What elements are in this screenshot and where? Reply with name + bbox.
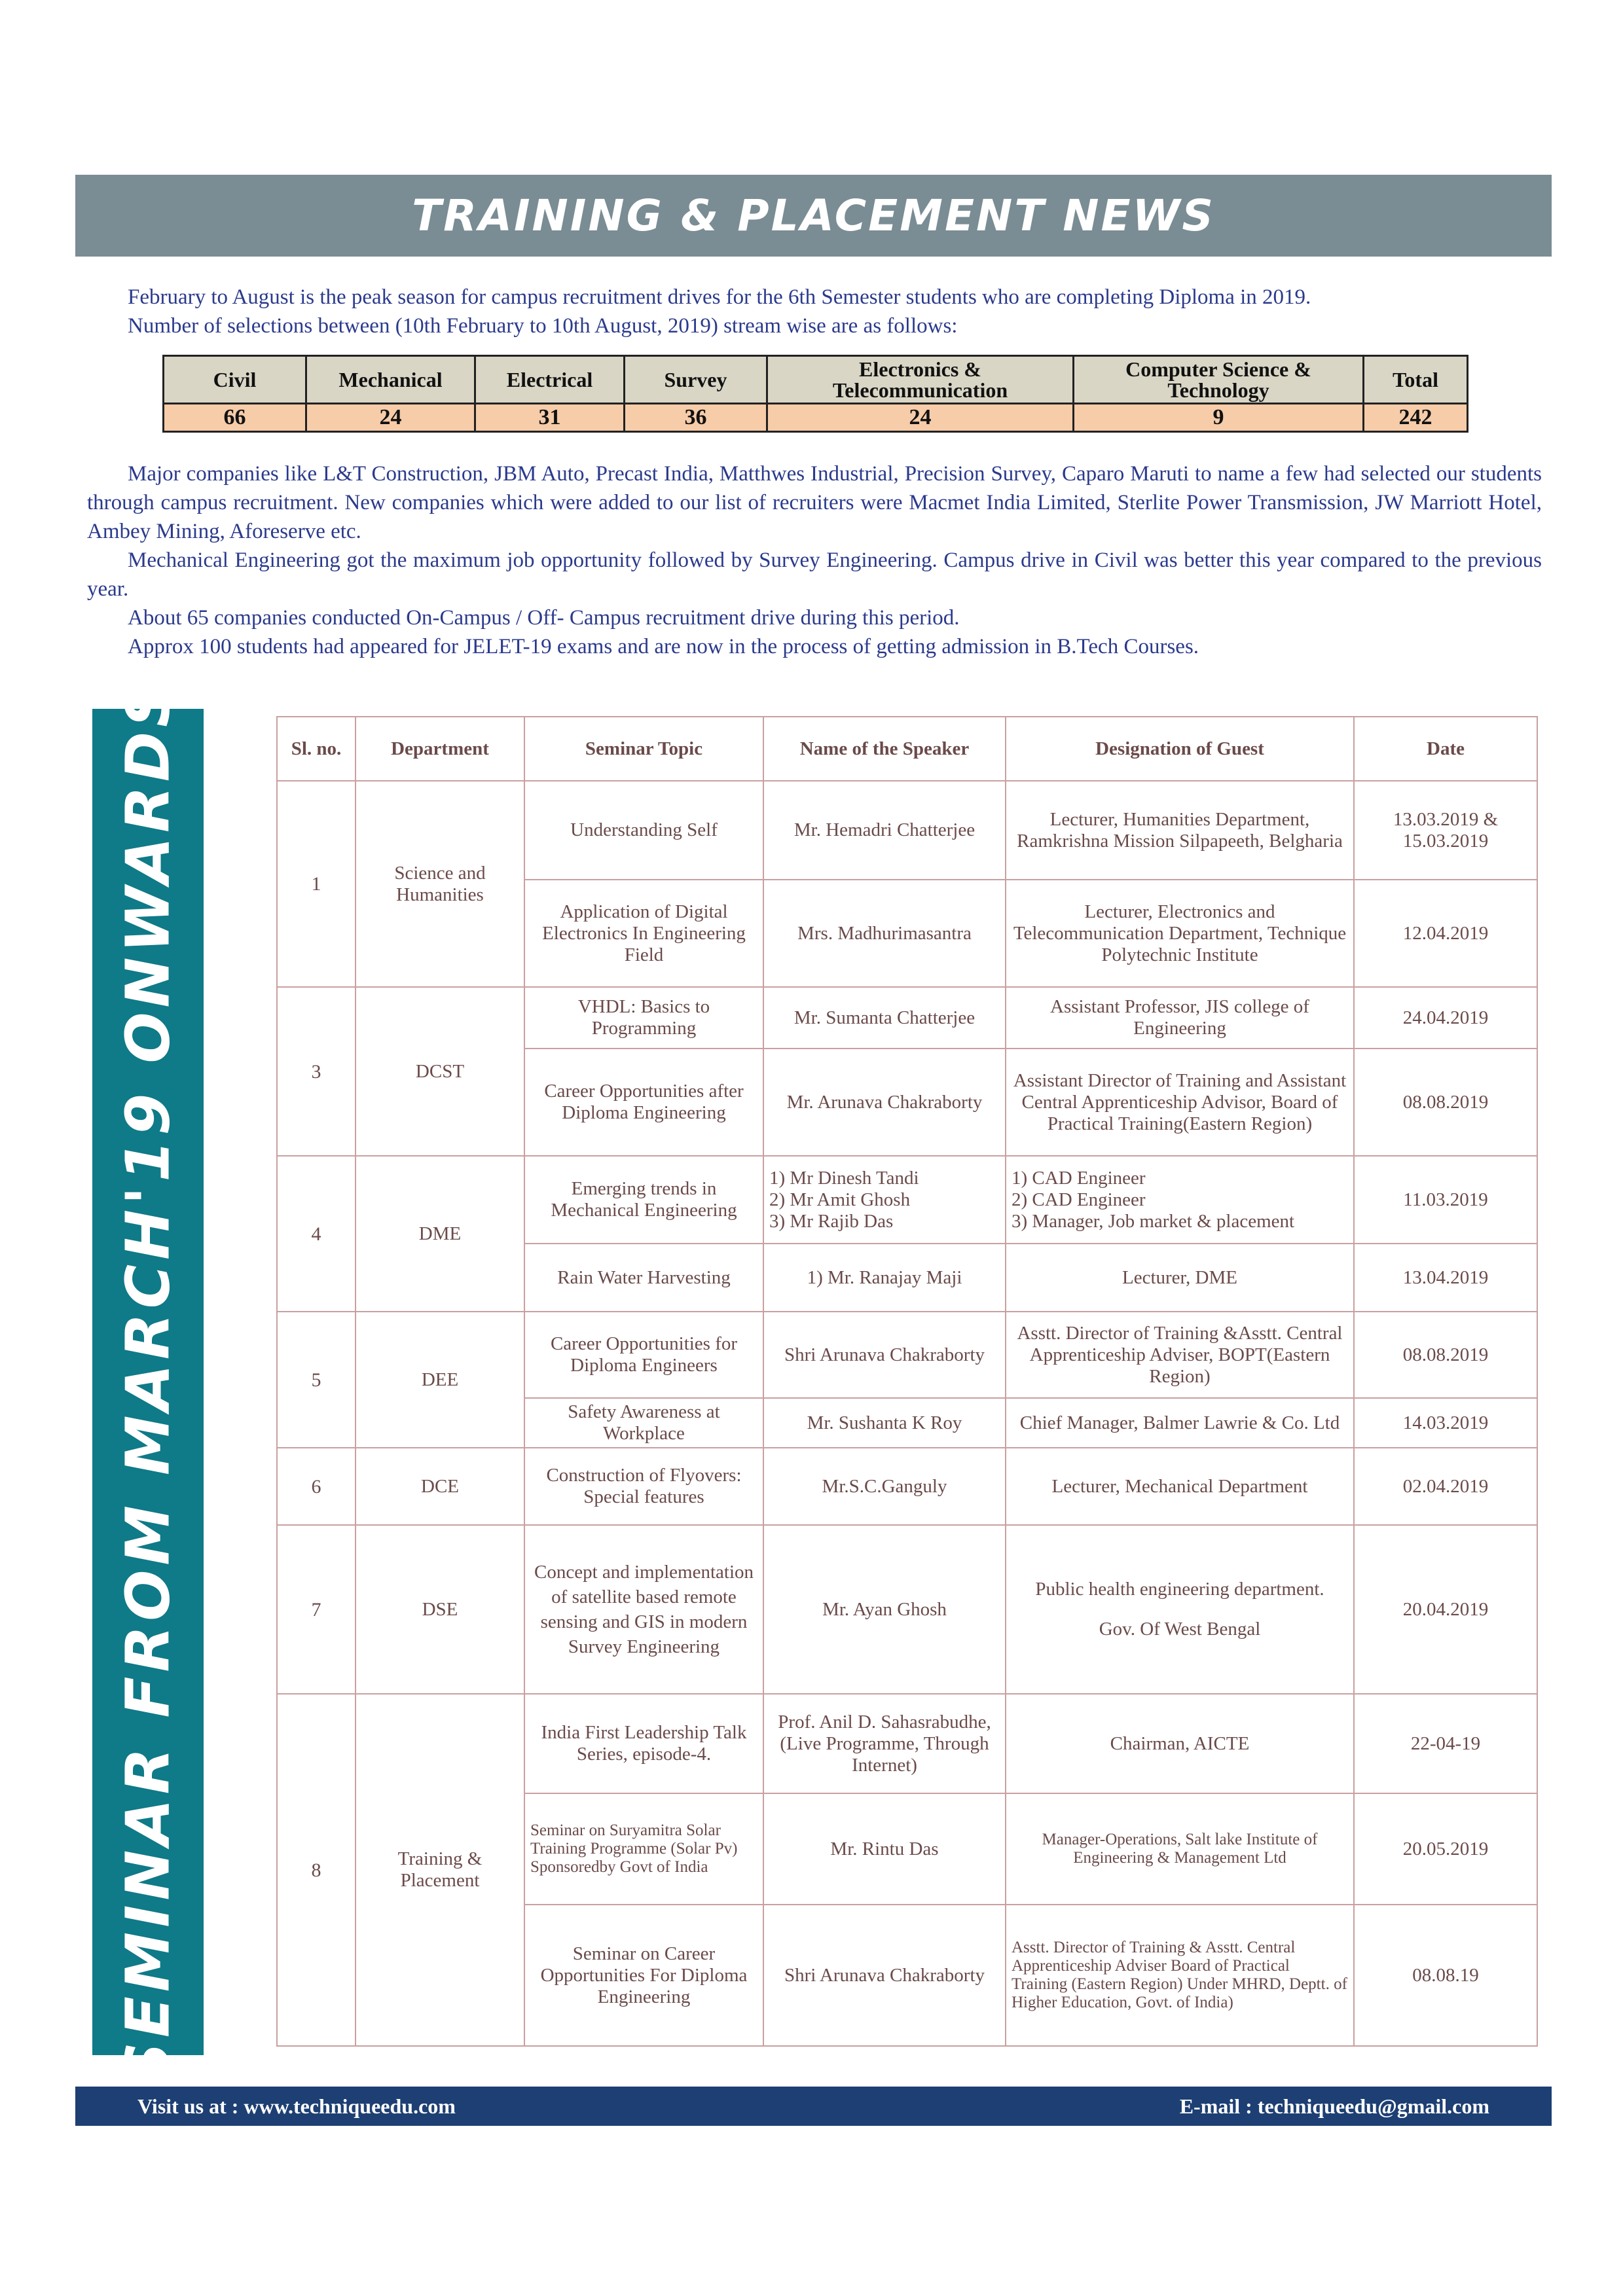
designation: Chairman, AICTE: [1006, 1694, 1354, 1793]
seminar-topic: Emerging trends in Mechanical Engineering: [524, 1156, 763, 1244]
date: 11.03.2019: [1354, 1156, 1537, 1244]
table-row: [277, 1525, 1537, 1694]
designation-list: [1006, 1525, 1354, 1694]
designation: Gov. Of West Bengal: [1099, 1619, 1261, 1640]
date: 13.04.2019: [1354, 1244, 1537, 1312]
date: 08.08.2019: [1354, 1049, 1537, 1156]
header-speaker: Name of the Speaker: [763, 717, 1006, 781]
date: 13.03.2019 & 15.03.2019: [1354, 781, 1537, 880]
seminar-topic: Safety Awareness at Workplace: [524, 1398, 763, 1448]
sl-no: 1: [277, 781, 356, 987]
seminar-topic: Concept and implementation of satellite based remote sensing and GIS in modern Survey Engineering: [524, 1525, 763, 1694]
sl-no: 5: [277, 1312, 356, 1448]
sl-no: 7: [277, 1525, 356, 1694]
selections-value-survey: 36: [625, 404, 767, 432]
side-banner-title: SEMINAR FROM MARCH'19 ONWARDS: [113, 679, 183, 2085]
date: 12.04.2019: [1354, 880, 1537, 987]
header-seminar-topic: Seminar Topic: [524, 717, 763, 781]
intro-text: [128, 283, 1503, 340]
designation: 1) CAD Engineer: [1012, 1167, 1146, 1189]
selections-header-survey: Survey: [625, 356, 767, 404]
paragraph: About 65 companies conducted On-Campus / Off- Campus recruitment drive during this period.: [128, 606, 960, 630]
department: DME: [356, 1156, 524, 1312]
designation: Manager-Operations, Salt lake Institute of Engineering & Management Ltd: [1006, 1793, 1354, 1905]
speaker: 1) Mr. Ranajay Maji: [763, 1244, 1006, 1312]
selections-header-electronics: Electronics & Telecommunication: [767, 356, 1074, 404]
speaker: 3) Mr Rajib Das: [769, 1210, 894, 1232]
designation: Lecturer, DME: [1006, 1244, 1354, 1312]
designation: 2) CAD Engineer: [1012, 1189, 1146, 1210]
date: 22-04-19: [1354, 1694, 1537, 1793]
speaker: Mrs. Madhurimasantra: [763, 880, 1006, 987]
designation-spacer: [1012, 1600, 1348, 1619]
designation: Lecturer, Electronics and Telecommunication Department, Technique Polytechnic Institute: [1006, 880, 1354, 987]
date: 20.04.2019: [1354, 1525, 1537, 1694]
header-date: Date: [1354, 717, 1537, 781]
selections-header-total: Total: [1364, 356, 1468, 404]
seminar-topic: India First Leadership Talk Series, episode-4.: [524, 1694, 763, 1793]
selections-header-electrical: Electrical: [475, 356, 625, 404]
header-department: Department: [356, 717, 524, 781]
side-banner: [92, 679, 204, 2085]
paragraph: Mechanical Engineering got the maximum job opportunity followed by Survey Engineering. Campus drive in Civil was better this year compared to the previous year.: [87, 548, 1542, 601]
seminar-topic: Construction of Flyovers: Special features: [524, 1448, 763, 1525]
header-banner: [75, 175, 1552, 257]
table-row: [277, 1156, 1537, 1244]
date: 14.03.2019: [1354, 1398, 1537, 1448]
paragraph: Approx 100 students had appeared for JELET-19 exams and are now in the process of getting admission in B.Tech Courses.: [128, 635, 1199, 658]
seminar-topic: Application of Digital Electronics In Engineering Field: [524, 880, 763, 987]
selections-header-cst: Computer Science & Technology: [1074, 356, 1364, 404]
sl-no: 3: [277, 987, 356, 1156]
selections-header-mechanical: Mechanical: [306, 356, 475, 404]
department: DSE: [356, 1525, 524, 1694]
selections-header-row: [164, 356, 1468, 404]
department: DCST: [356, 987, 524, 1156]
seminar-table: [276, 716, 1538, 2047]
designation: Chief Manager, Balmer Lawrie & Co. Ltd: [1006, 1398, 1354, 1448]
speaker: Mr. Hemadri Chatterjee: [763, 781, 1006, 880]
speaker: 2) Mr Amit Ghosh: [769, 1189, 911, 1210]
footer-bar: [75, 2087, 1552, 2126]
department: Science and Humanities: [356, 781, 524, 987]
speaker: Shri Arunava Chakraborty: [763, 1312, 1006, 1398]
body-text: [87, 459, 1542, 661]
seminar-header-row: [277, 717, 1537, 781]
designation: Assistant Director of Training and Assistant Central Apprenticeship Advisor, Board of Practical Training(Eastern Region): [1006, 1049, 1354, 1156]
header-sl-no: Sl. no.: [277, 717, 356, 781]
sl-no: 6: [277, 1448, 356, 1525]
selections-value-row: [164, 404, 1468, 432]
table-row: [277, 1312, 1537, 1398]
seminar-topic: Rain Water Harvesting: [524, 1244, 763, 1312]
selections-value-electrical: 31: [475, 404, 625, 432]
intro-line-2: Number of selections between (10th February to 10th August, 2019) stream wise are as follows:: [128, 314, 958, 338]
intro-line-1: February to August is the peak season for campus recruitment drives for the 6th Semester students who are completing Diploma in 2019.: [128, 285, 1311, 309]
designation: Lecturer, Mechanical Department: [1006, 1448, 1354, 1525]
table-row: [277, 987, 1537, 1049]
speaker: Shri Arunava Chakraborty: [763, 1905, 1006, 2046]
selections-value-total: 242: [1364, 404, 1468, 432]
speaker: Mr. Ayan Ghosh: [763, 1525, 1006, 1694]
speaker: Prof. Anil D. Sahasrabudhe, (Live Programme, Through Internet): [763, 1694, 1006, 1793]
sl-no: 8: [277, 1694, 356, 2046]
speaker: Mr. Arunava Chakraborty: [763, 1049, 1006, 1156]
speaker-list: [763, 1156, 1006, 1244]
designation: Lecturer, Humanities Department, Ramkrishna Mission Silpapeeth, Belgharia: [1006, 781, 1354, 880]
page-title: TRAINING & PLACEMENT NEWS: [412, 190, 1215, 241]
table-row: [277, 1694, 1537, 1793]
designation: Assistant Professor, JIS college of Engineering: [1006, 987, 1354, 1049]
designation: Asstt. Director of Training & Asstt. Central Apprenticeship Adviser Board of Practical Training (Eastern Region) Under MHRD, Deptt. of Higher Education, Govt. of India): [1006, 1905, 1354, 2046]
speaker: Mr. Sumanta Chatterjee: [763, 987, 1006, 1049]
selections-table: [162, 355, 1468, 433]
paragraph: Major companies like L&T Construction, JBM Auto, Precast India, Matthwes Industrial, Precision Survey, Caparo Maruti to name a few had selected our students through campus recruitment. New companies which were added to our list of recruiters were Macmet India Limited, Sterlite Power Transmission, JW Marriott Hotel, Ambey Mining, Aforeserve etc.: [87, 462, 1542, 543]
selections-value-mechanical: 24: [306, 404, 475, 432]
selections-value-electronics: 24: [767, 404, 1074, 432]
seminar-topic: Seminar on Career Opportunities For Diploma Engineering: [524, 1905, 763, 2046]
designation-list: [1006, 1156, 1354, 1244]
seminar-topic: Career Opportunities after Diploma Engineering: [524, 1049, 763, 1156]
speaker: Mr. Rintu Das: [763, 1793, 1006, 1905]
selections-header-civil: Civil: [164, 356, 306, 404]
selections-value-cst: 9: [1074, 404, 1364, 432]
department: DCE: [356, 1448, 524, 1525]
table-row: [277, 1448, 1537, 1525]
footer-website: Visit us at : www.techniqueedu.com: [137, 2094, 456, 2118]
speaker: Mr. Sushanta K Roy: [763, 1398, 1006, 1448]
department: DEE: [356, 1312, 524, 1448]
seminar-topic: Career Opportunities for Diploma Engineers: [524, 1312, 763, 1398]
seminar-topic: VHDL: Basics to Programming: [524, 987, 763, 1049]
department: Training & Placement: [356, 1694, 524, 2046]
date: 24.04.2019: [1354, 987, 1537, 1049]
seminar-topic: Understanding Self: [524, 781, 763, 880]
designation: Public health engineering department.: [1035, 1579, 1324, 1600]
footer-email: E-mail : techniqueedu@gmail.com: [1179, 2094, 1489, 2118]
date: 02.04.2019: [1354, 1448, 1537, 1525]
date: 20.05.2019: [1354, 1793, 1537, 1905]
table-row: [277, 781, 1537, 880]
date: 08.08.2019: [1354, 1312, 1537, 1398]
selections-value-civil: 66: [164, 404, 306, 432]
designation: Asstt. Director of Training &Asstt. Central Apprenticeship Adviser, BOPT(Eastern Region): [1006, 1312, 1354, 1398]
date: 08.08.19: [1354, 1905, 1537, 2046]
sl-no: 4: [277, 1156, 356, 1312]
seminar-topic: Seminar on Suryamitra Solar Training Programme (Solar Pv) Sponsoredby Govt of India: [524, 1793, 763, 1905]
speaker: 1) Mr Dinesh Tandi: [769, 1167, 919, 1189]
header-designation: Designation of Guest: [1006, 717, 1354, 781]
speaker: Mr.S.C.Ganguly: [763, 1448, 1006, 1525]
designation: 3) Manager, Job market & placement: [1012, 1210, 1295, 1232]
